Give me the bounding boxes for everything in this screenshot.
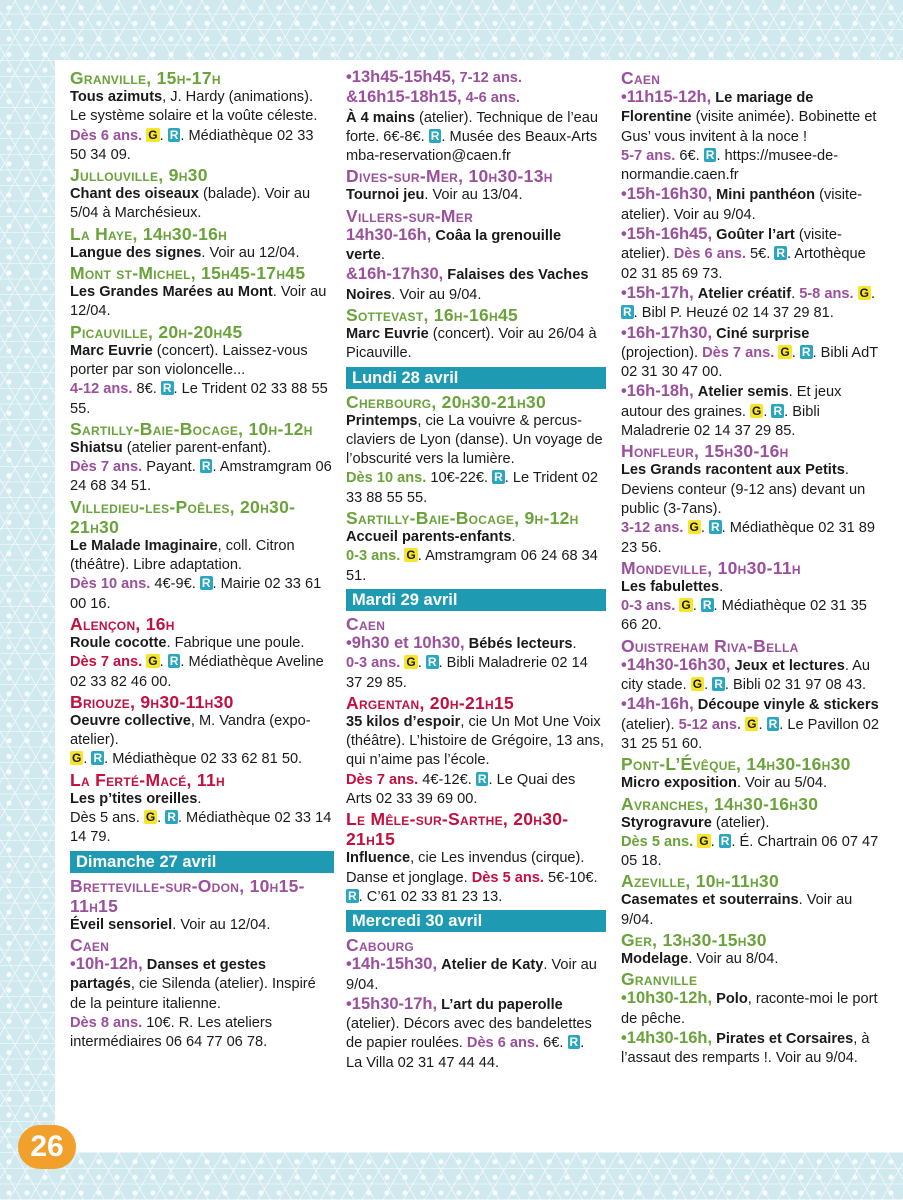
event-entry	[621, 969, 883, 1068]
age-label: 0-3 ans.	[346, 548, 401, 565]
event-title: Les fabulettes	[621, 578, 720, 595]
event-info: . Médiathèque 02 33 50 34 09.	[70, 127, 314, 163]
event-title: Shiatsu	[70, 439, 123, 456]
g-badge: G	[681, 598, 691, 613]
event-desc: . Voir au 8/04.	[688, 950, 779, 967]
event-desc: , raconte-moi le port de pêche.	[621, 991, 878, 1027]
event-info: . La Villa 02 31 47 44 44.	[346, 1035, 585, 1071]
event-title: Oeuvre collective	[70, 712, 191, 729]
event-desc: (atelier). Décors avec des bandelettes de papier roulées.	[346, 1016, 592, 1052]
event-time: •15h-17h,	[621, 283, 694, 302]
event-time: •16h-18h,	[621, 382, 694, 401]
event-desc: , cie Un Mot Une Voix (théâtre). L’histoire de Grégoire, 13 ans, qui n’aime pas l’école.	[346, 713, 604, 769]
event-desc: (atelier).	[621, 716, 679, 733]
r-badge: R	[710, 520, 720, 535]
event-title: Coâa la grenouille verte	[346, 227, 562, 264]
event-entry	[346, 809, 604, 907]
event-desc: . Voir au 12/04.	[201, 244, 300, 261]
event-info: . Médiathèque Aveline 02 33 82 46 00.	[70, 654, 324, 690]
age-label: Dès 5 ans.	[471, 869, 544, 886]
price: 6€.	[675, 147, 704, 164]
r-badge: R	[167, 810, 176, 825]
r-badge: R	[201, 459, 211, 474]
event-info: . Musée des Beaux-Arts mba-reservation@caen.fr	[346, 128, 598, 165]
city-heading: Jullouville, 9h30	[70, 165, 208, 186]
city-heading: Mont st-Michel, 15h45-17h45	[70, 263, 306, 284]
event-time: &16h-17h30,	[346, 265, 444, 284]
event-title: Styrogravure	[621, 814, 712, 831]
event-info: . C’61 02 33 81 23 13.	[358, 888, 503, 905]
event-desc: . Au city stade.	[621, 657, 870, 694]
event-entry: Briouze, 9h30-11h30 Oeuvre collective, M. Vandra (expo-atelier). G . R . Médiathèque 02 33 62 81 50.	[70, 692, 332, 770]
event-entry	[621, 871, 883, 930]
city-heading: Ger, 13h30-15h30	[621, 929, 767, 950]
age-label: Dès 7 ans.	[70, 654, 143, 671]
age-label: Dès 8 ans.	[70, 1014, 143, 1031]
event-desc: (visite-atelier). Voir au 9/04.	[621, 187, 863, 223]
city-heading: Sottevast, 16h-16h45	[346, 304, 519, 325]
r-badge: R	[773, 403, 783, 418]
event-entry	[70, 263, 332, 322]
g-badge: G	[689, 520, 699, 535]
event-title: Bébés lecteurs	[468, 635, 573, 652]
event-title: Roule cocotte	[70, 634, 167, 651]
city-heading: La Ferté-Macé, 11h	[70, 769, 225, 790]
r-badge: R	[427, 655, 437, 670]
g-badge: G	[692, 677, 703, 692]
event-desc: . Voir au 13/04.	[424, 187, 523, 204]
event-title: Découpe vinyle & stickers	[697, 697, 879, 714]
event-time: •10h-12h,	[70, 954, 143, 973]
day-header: Lundi 28 avril	[346, 367, 606, 389]
event-title: Falaises des Vaches Noires	[346, 267, 589, 303]
r-badge: R	[169, 654, 179, 669]
g-badge: G	[752, 403, 762, 418]
event-info: 10€. R. Les ateliers intermédiaires 06 64 77 06 78.	[70, 1014, 272, 1051]
age-label: Dès 6 ans.	[70, 127, 143, 144]
city-heading: Picauville, 20h-20h45	[70, 321, 243, 342]
event-desc: .	[197, 790, 202, 807]
city-heading: Granville	[621, 969, 698, 990]
city-heading: Sartilly-Baie-Bocage, 9h-12h	[346, 508, 579, 529]
event-info: . Amstramgram 06 24 68 34 51.	[346, 548, 598, 584]
price: 4€-12€.	[418, 771, 476, 788]
event-time: •15h30-17h,	[346, 994, 438, 1013]
event-info: . Bibli Maladrerie 02 14 37 29 85.	[346, 655, 588, 691]
event-title: Le mariage de Florentine	[621, 90, 814, 126]
event-time: •14h30-16h30,	[621, 655, 731, 674]
page-number: 26	[18, 1125, 76, 1169]
age-label: 7-12 ans.	[459, 70, 522, 86]
city-heading: Briouze, 9h30-11h30	[70, 691, 234, 712]
event-desc: .	[719, 578, 724, 595]
city-heading: Cabourg	[346, 935, 415, 956]
event-entry: Alençon, 16h Roule cocotte. Fabrique une poule. Dès 7 ans. G . R . Médiathèque Aveline 02 33 82 46 00.	[70, 614, 332, 692]
event-entry: Caen •9h30 et 10h30, Bébés lecteurs. 0-3 ans. G . R . Bibli Maladrerie 02 14 37 29 85.	[346, 614, 604, 693]
r-badge: R	[169, 127, 179, 142]
event-entry	[70, 322, 332, 419]
event-time: •14h30-16h,	[621, 1028, 713, 1047]
event-entry: •15h-17h, Atelier créatif. 5-8 ans. G . R . Bibl P. Heuzé 02 14 37 29 81.	[621, 283, 876, 322]
event-desc: (visite animée). Bobinette et Gus’ vous invitent à la noce !	[621, 109, 877, 145]
city-heading: Le Mêle-sur-Sarthe, 20h30-21h15	[346, 809, 569, 850]
event-entry	[621, 754, 883, 793]
event-info: . Médiathèque 02 31 35 66 20.	[621, 598, 867, 634]
event-title: Le Malade Imaginaire	[70, 537, 218, 554]
column-1	[70, 68, 332, 1052]
age-label: Dès 7 ans.	[70, 459, 143, 476]
event-title: Atelier semis	[697, 384, 789, 401]
event-entry	[346, 305, 604, 364]
event-desc: . Fabrique une poule.	[166, 634, 305, 651]
event-info: . Le Trident 02 33 88 55 55.	[346, 470, 599, 506]
city-heading: Caen	[621, 68, 661, 88]
city-heading: Bretteville-sur-Odon, 10h15-11h15	[70, 875, 305, 916]
event-title: Danses et gestes partagés	[70, 956, 267, 993]
event-time: •10h30-12h,	[621, 989, 713, 1008]
event-desc: .	[511, 529, 516, 546]
day-header: Mardi 29 avril	[346, 589, 606, 611]
event-title: Les Grands racontent aux Petits	[621, 462, 845, 479]
price: 5€.	[745, 246, 775, 263]
event-entry	[621, 68, 883, 185]
event-title: 35 kilos d’espoir	[346, 713, 461, 730]
event-title: Marc Euvrie	[70, 342, 153, 359]
event-title: Casemates et souterrains	[621, 892, 799, 909]
price: 6€.	[539, 1035, 568, 1052]
event-info: . Amstramgram 06 24 68 34 51.	[70, 459, 332, 495]
event-time: •15h-16h30,	[621, 185, 713, 204]
city-heading: Sartilly-Baie-Bocage, 10h-12h	[70, 418, 313, 439]
r-badge: R	[768, 716, 778, 731]
age-label: 5-7 ans.	[621, 147, 676, 164]
event-title: Jeux et lectures	[734, 657, 845, 674]
event-time: 14h30-16h,	[346, 225, 432, 244]
city-heading: Ouistreham Riva-Bella	[621, 635, 799, 656]
event-entry	[70, 165, 332, 224]
event-entry: Ouistreham Riva-Bella •14h30-16h30, Jeux et lectures. Au city stade. G . R . Bibli 02 31 97 08 43.	[621, 636, 883, 696]
event-title: Polo	[716, 991, 748, 1008]
age-label: Dès 10 ans.	[70, 576, 151, 593]
event-desc: , cie Les invendus (cirque). Danse et jonglage.	[346, 850, 585, 886]
event-desc: . Voir au 9/04.	[391, 286, 482, 303]
event-entry	[346, 68, 604, 166]
event-desc: . Et jeux autour des graines.	[621, 384, 842, 420]
city-heading: Avranches, 14h30-16h30	[621, 793, 819, 814]
event-entry	[70, 497, 332, 614]
event-entry: Granville, 15h-17h Tous azimuts, J. Hardy (animations). Le système solaire et la voûte céleste. Dès 6 ans. G . R . Médiathèque 02 33 50 34 09.	[70, 68, 332, 165]
age-label: Dès 7 ans.	[702, 344, 775, 361]
event-title: Chant des oiseaux	[70, 186, 199, 203]
age-label: 5-12 ans.	[678, 716, 742, 733]
r-badge: R	[776, 246, 785, 261]
event-title: Accueil parents-enfants	[346, 529, 512, 546]
event-info: . https://musee-de-normandie.caen.fr	[621, 147, 839, 184]
event-title: Les Grandes Marées au Mont	[70, 284, 273, 301]
g-badge: G	[148, 654, 158, 669]
price: 8€.	[132, 381, 161, 398]
event-desc: , coll. Citron (théâtre). Libre adaptation.	[70, 537, 295, 574]
city-heading: Azeville, 10h-11h30	[621, 871, 779, 892]
city-heading: Caen	[70, 934, 110, 955]
event-title: Ciné surprise	[716, 325, 810, 342]
r-badge: R	[705, 147, 715, 162]
city-heading: Argentan, 20h-21h15	[346, 692, 515, 713]
g-badge: G	[406, 548, 416, 563]
event-time: &16h15-18h15,	[346, 88, 462, 107]
event-desc: (atelier parent-enfant).	[122, 439, 272, 456]
city-heading: Dives-sur-Mer, 10h30-13h	[346, 166, 553, 187]
event-desc: (balade). Voir au 5/04 à Marchésieux.	[70, 186, 311, 222]
event-entry	[70, 876, 332, 935]
event-entry: La Ferté-Macé, 11h Les p’tites oreilles. Dès 5 ans. G . R . Médiathèque 02 33 14 14 79.	[70, 769, 332, 846]
event-desc: (visite-atelier).	[621, 227, 842, 263]
city-heading: Granville, 15h-17h	[70, 68, 221, 88]
price: 10€-22€.	[426, 470, 493, 487]
age-label: Dès 6 ans.	[466, 1035, 540, 1052]
event-desc: , cie Silenda (atelier). Inspiré de la peinture italienne.	[70, 976, 316, 1012]
event-entry	[346, 935, 604, 1073]
g-badge: G	[72, 751, 82, 766]
r-badge: R	[93, 751, 103, 766]
city-heading: Mondeville, 10h30-11h	[621, 557, 801, 578]
event-info: . Bibli 02 31 97 08 43.	[724, 677, 867, 694]
city-heading: La Haye, 14h30-16h	[70, 223, 228, 244]
column-3	[621, 68, 883, 1068]
price: 5€-10€.	[543, 869, 598, 886]
g-badge: G	[148, 127, 158, 142]
event-time: •11h15-12h,	[621, 88, 712, 106]
event-entry: •16h-17h30, Ciné surprise (projection). Dès 7 ans. G . R . Bibli AdT 02 31 30 47 00.	[621, 323, 878, 381]
event-info: . Le Quai des Arts 02 33 39 69 00.	[346, 771, 576, 808]
g-badge: G	[406, 655, 416, 670]
event-entry	[70, 419, 332, 497]
event-entry	[621, 225, 883, 284]
event-info: . Médiathèque 02 33 62 81 50.	[104, 751, 303, 768]
g-badge: G	[699, 833, 709, 848]
r-badge: R	[201, 576, 211, 591]
event-desc: , cie La vouivre & percus-claviers de Lyon (danse). Un voyage de l’obscurité vers la lumière.	[346, 412, 603, 468]
r-badge: R	[348, 888, 357, 903]
event-title: Atelier créatif	[697, 285, 792, 302]
event-entry	[70, 224, 332, 263]
event-title: Éveil sensoriel	[70, 916, 173, 933]
city-heading: Honfleur, 15h30-16h	[621, 441, 789, 462]
age-label: Dès 10 ans.	[346, 470, 427, 487]
event-info: . Bibli AdT 02 31 30 47 00.	[621, 344, 878, 381]
event-desc: (atelier). Technique de l’eau forte. 6€-8€.	[346, 109, 599, 145]
event-entry: Honfleur, 15h30-16h Les Grands racontent aux Petits. Deviens conteur (9-12 ans) devant un public (3-7ans). 3-12 ans. G . R . Médiathèque 02 31 89 23 56.	[621, 441, 883, 557]
event-time: •13h45-15h45,	[346, 68, 456, 86]
event-title: Atelier de Katy	[441, 957, 544, 974]
city-heading: Cherbourg, 20h30-21h30	[346, 391, 546, 412]
event-title: Tous azimuts	[70, 89, 163, 105]
r-badge: R	[494, 470, 503, 485]
city-heading: Villers-sur-Mer	[346, 205, 474, 226]
event-desc: . Voir au 5/04.	[736, 775, 828, 792]
r-badge: R	[162, 381, 172, 396]
g-badge: G	[145, 810, 156, 825]
event-entry: •16h-18h, Atelier semis. Et jeux autour des graines. G . R . Bibli Maladrerie 02 14 37 29 85.	[621, 382, 842, 440]
event-desc: , J. Hardy (animations). Le système solaire et la voûte céleste.	[70, 89, 318, 125]
city-heading: Pont-L’Évêque, 14h30-16h30	[621, 754, 851, 775]
age-label: 4-12 ans.	[70, 381, 133, 398]
event-title: Modelage	[621, 950, 689, 967]
event-entry: Mondeville, 10h30-11h Les fabulettes. 0-3 ans. G . R . Médiathèque 02 31 35 66 20.	[621, 558, 883, 636]
event-title: Langue des signes	[70, 244, 202, 261]
event-title: Mini panthéon	[716, 187, 816, 204]
age-label: Dès 6 ans.	[673, 246, 746, 263]
day-header: Mercredi 30 avril	[346, 910, 606, 932]
event-desc: .	[791, 285, 800, 302]
city-heading: Caen	[346, 613, 386, 634]
r-badge: R	[720, 833, 730, 848]
r-badge: R	[801, 344, 811, 359]
event-info: . Bibl P. Heuzé 02 14 37 29 81.	[633, 305, 834, 322]
event-entry: •14h-16h, Découpe vinyle & stickers (atelier). 5-12 ans. G . R . Le Pavillon 02 31 25 51 60.	[621, 695, 880, 752]
event-info: . Artothèque 02 31 85 69 73.	[621, 246, 866, 282]
event-desc: . Voir au 9/04.	[621, 892, 853, 928]
event-info: . Le Trident 02 33 88 55 55.	[70, 381, 328, 417]
r-badge: R	[477, 771, 487, 786]
event-time: •15h-16h45,	[621, 225, 713, 244]
event-entry	[621, 930, 883, 969]
age-label: 3-12 ans.	[621, 520, 684, 537]
event-info: . Le Pavillon 02 31 25 51 60.	[621, 716, 880, 752]
event-info: . Médiathèque 02 31 89 23 56.	[621, 520, 876, 556]
event-info: . Bibli Maladrerie 02 14 37 29 85.	[621, 403, 820, 440]
event-desc: .	[380, 247, 385, 264]
g-badge: G	[780, 344, 790, 359]
event-desc: . Deviens conteur (9-12 ans) devant un public (3-7ans).	[621, 462, 866, 517]
event-title: Goûter l’art	[716, 227, 795, 244]
event-time: •14h-15h30,	[346, 955, 438, 974]
event-entry: Avranches, 14h30-16h30 Styrogravure (atelier). Dès 5 ans. G . R . É. Chartrain 06 07 47 05 18.	[621, 794, 883, 872]
event-info: . Médiathèque 02 33 14 14 79.	[70, 810, 332, 846]
price: 4€-9€.	[150, 576, 200, 593]
city-heading: Alençon, 16h	[70, 613, 175, 634]
event-entry	[346, 206, 604, 305]
r-badge: R	[714, 677, 723, 692]
event-entry	[621, 185, 883, 225]
r-badge: R	[702, 598, 712, 613]
g-badge: G	[747, 716, 757, 731]
event-title: À 4 mains	[346, 109, 415, 126]
event-desc: (projection).	[621, 344, 703, 361]
event-entry	[70, 935, 332, 1052]
day-header: Dimanche 27 avril	[70, 851, 334, 873]
age-label: Dès 7 ans.	[346, 771, 419, 788]
event-desc: . Voir au 12/04.	[70, 284, 327, 320]
age-label: Dès 5 ans.	[621, 833, 694, 850]
age-label: Dès 5 ans.	[70, 810, 144, 827]
event-desc: , M. Vandra (expo-atelier).	[70, 712, 311, 749]
event-entry	[346, 693, 604, 809]
g-badge: G	[859, 285, 869, 300]
column-2	[346, 68, 604, 1073]
age-label: 4-6 ans.	[465, 90, 520, 107]
event-desc: . Voir au 9/04.	[346, 957, 597, 993]
event-entry	[346, 508, 604, 586]
event-desc: , à l’assaut des remparts !. Voir au 9/04.	[621, 1030, 870, 1067]
event-title: Tournoi jeu	[346, 187, 425, 204]
age-label: 0-3 ans.	[346, 655, 401, 672]
r-badge: R	[569, 1035, 579, 1050]
event-info: . Mairie 02 33 61 00 16.	[70, 576, 322, 612]
event-title: L’art du paperolle	[441, 996, 563, 1013]
event-title: Les p’tites oreilles	[70, 790, 198, 807]
event-time: •16h-17h30,	[621, 323, 713, 342]
event-desc: (concert). Laissez-vous porter par son violoncelle...	[70, 342, 308, 378]
event-title: Micro exposition	[621, 775, 737, 792]
age-label: 5-8 ans.	[799, 285, 854, 302]
r-badge: R	[623, 305, 632, 320]
r-badge: R	[430, 128, 440, 143]
event-desc: (concert). Voir au 26/04 à Picauville.	[346, 325, 597, 362]
event-title: Marc Euvrie	[346, 325, 429, 342]
event-title: Printemps	[346, 412, 418, 429]
event-desc: . Voir au 12/04.	[172, 916, 271, 933]
age-label: 0-3 ans.	[621, 598, 676, 615]
event-desc: (atelier).	[711, 814, 770, 831]
event-info: . É. Chartrain 06 07 47 05 18.	[621, 833, 879, 870]
price: Payant.	[142, 459, 200, 476]
event-entry	[346, 392, 604, 508]
event-desc: .	[572, 635, 577, 652]
event-entry	[346, 166, 604, 205]
city-heading: Villedieu-les-Poêles, 20h30-21h30	[70, 496, 296, 537]
event-title: Influence	[346, 850, 411, 867]
event-time: •9h30 et 10h30,	[346, 633, 465, 652]
event-title: Pirates et Corsaires	[716, 1030, 854, 1047]
event-time: •14h-16h,	[621, 695, 694, 714]
